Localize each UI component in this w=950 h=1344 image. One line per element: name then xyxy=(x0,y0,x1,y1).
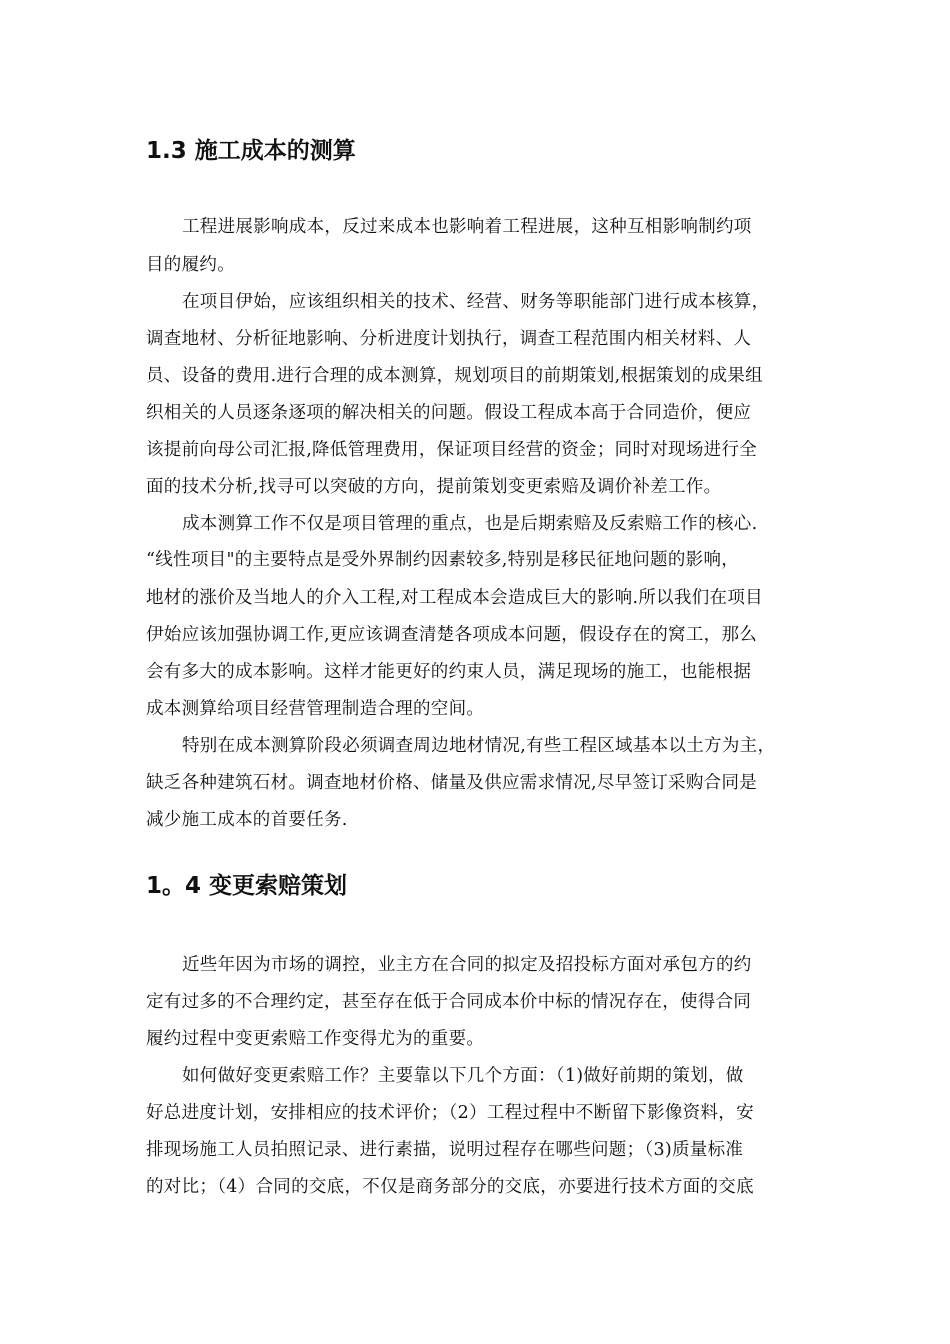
paragraph-line: 如何做好变更索赔工作？主要靠以下几个方面：（1)做好前期的策划，做 xyxy=(182,1066,744,1086)
paragraph-line: 工程进展影响成本，反过来成本也影响着工程进展，这种互相影响制约项 xyxy=(182,217,752,237)
section-heading-1-3: 1.3 施工成本的测算 xyxy=(146,138,356,164)
paragraph-line: 成本测算给项目经营管理制造合理的空间。 xyxy=(146,699,485,719)
paragraph-line: 会有多大的成本影响。这样才能更好的约束人员，满足现场的施工，也能根据 xyxy=(146,662,752,682)
paragraph-line: 面的技术分析,找寻可以突破的方向，提前策划变更索赔及调价补差工作。 xyxy=(146,477,722,497)
paragraph-line: 在项目伊始，应该组织相关的技术、经营、财务等职能部门进行成本核算， xyxy=(182,292,770,312)
paragraph-line: 成本测算工作不仅是项目管理的重点，也是后期索赔及反索赔工作的核心. xyxy=(182,514,758,534)
paragraph-line: 排现场施工人员拍照记录、进行素描，说明过程存在哪些问题；（3)质量标准 xyxy=(146,1140,744,1160)
paragraph-line: 特别在成本测算阶段必须调查周边地材情况,有些工程区域基本以土方为主， xyxy=(182,736,776,756)
paragraph-line: “线性项目"的主要特点是受外界制约因素较多,特别是移民征地问题的影响， xyxy=(146,550,740,570)
paragraph-line: 定有过多的不合理约定，甚至存在低于合同成本价中标的情况存在，使得合同 xyxy=(146,992,752,1012)
section-heading-1-4: 1。4 变更索赔策划 xyxy=(146,873,348,899)
paragraph-line: 履约过程中变更索赔工作变得尤为的重要。 xyxy=(146,1029,485,1049)
paragraph-line: 地材的涨价及当地人的介入工程,对工程成本会造成巨大的影响.所以我们在项目 xyxy=(146,588,763,608)
paragraph-line: 织相关的人员逐条逐项的解决相关的问题。假设工程成本高于合同造价，便应 xyxy=(146,403,752,423)
paragraph-line: 伊始应该加强协调工作,更应该调查清楚各项成本问题，假设存在的窝工，那么 xyxy=(146,625,758,645)
paragraph-line: 缺乏各种建筑石材。调查地材价格、储量及供应需求情况,尽早签订采购合同是 xyxy=(146,773,758,793)
paragraph-line: 员、设备的费用.进行合理的成本测算，规划项目的前期策划,根据策划的成果组 xyxy=(146,366,763,386)
paragraph-line: 近些年因为市场的调控，业主方在合同的拟定及招投标方面对承包方的约 xyxy=(182,955,752,975)
paragraph-line: 目的履约。 xyxy=(146,255,235,275)
paragraph-line: 减少施工成本的首要任务. xyxy=(146,810,348,830)
paragraph-line: 调查地材、分析征地影响、分析进度计划执行，调查工程范围内相关材料、人 xyxy=(146,329,752,349)
paragraph-line: 该提前向母公司汇报,降低管理费用，保证项目经营的资金；同时对现场进行全 xyxy=(146,440,758,460)
paragraph-line: 的对比；（4）合同的交底，不仅是商务部分的交底，亦要进行技术方面的交底 xyxy=(146,1177,754,1197)
paragraph-line: 好总进度计划，安排相应的技术评价；（2）工程过程中不断留下影像资料，安 xyxy=(146,1103,754,1123)
